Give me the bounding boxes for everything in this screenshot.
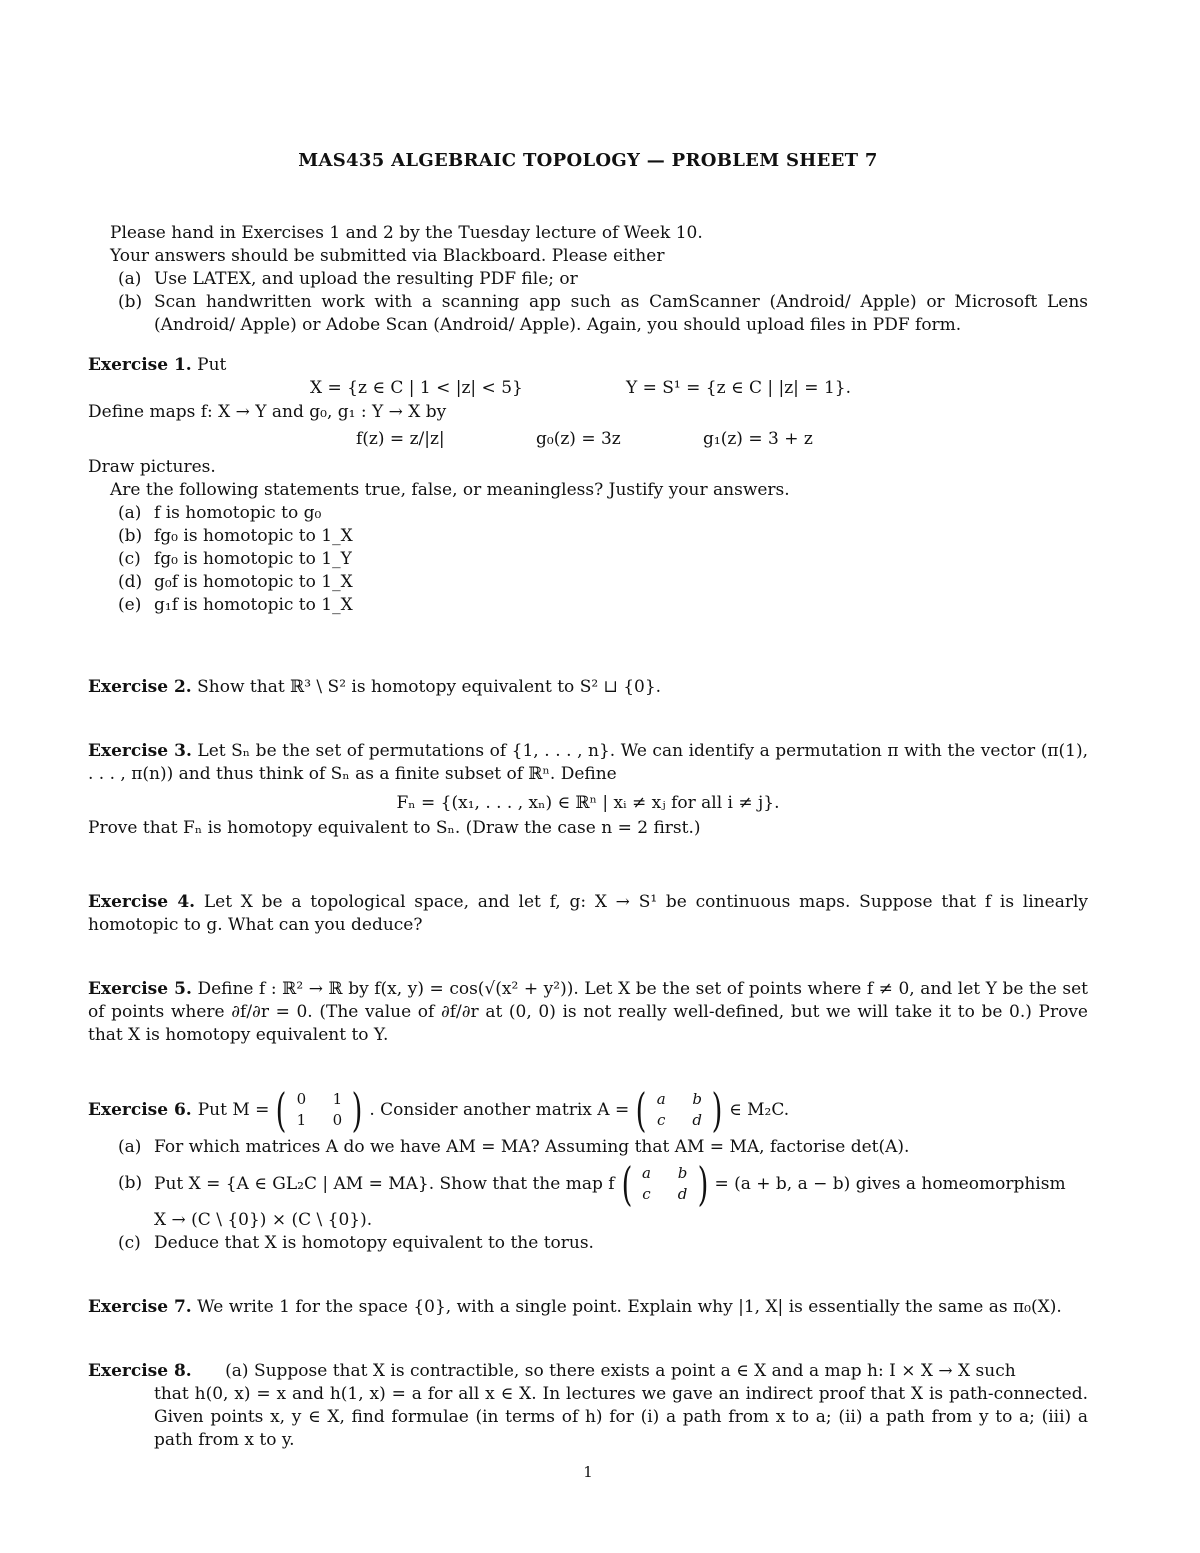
g0-definition: g₀(z) = 3z xyxy=(536,429,621,449)
option-label: (a) xyxy=(118,269,142,289)
matrix-entry: b xyxy=(677,1164,688,1182)
matrix-f-argument: ( a b c d ) xyxy=(621,1157,708,1211)
matrix-entry: 0 xyxy=(332,1111,343,1129)
part-text: For which matrices A do we have AM = MA? Assuming that AM = MA, factorise det(A). xyxy=(154,1137,910,1157)
statement-text: g₀f is homotopic to 1_X xyxy=(154,572,353,592)
matrix-entry: a xyxy=(642,1164,651,1182)
fn-definition: Fₙ = {(x₁, . . . , xₙ) ∈ ℝⁿ | xᵢ ≠ xⱼ for all i ≠ j}. xyxy=(396,793,780,813)
statement-c xyxy=(88,548,1088,571)
put-m: Put M = xyxy=(197,1099,270,1120)
exercise-text: Define f : ℝ² → ℝ by f(x, y) = cos(√(x² + y²)). Let X be the set of points where f ≠ 0, and let Y be the set of points where ∂f/∂r = 0. (The value of ∂f/∂r at (0, 0) is not really well-defined, but we will take it to be 0.) Prove that X is homotopy equivalent to Y. xyxy=(88,979,1088,1045)
matrix-entry: 1 xyxy=(332,1090,343,1108)
statement-label: (d) xyxy=(118,572,143,592)
exercise-part-a-cont: that h(0, x) = x and h(1, x) = a for all x ∈ X. In lectures we gave an indirect proof that X is path-connected. Given points x, y ∈ X, find formulae (in terms of h) for (i) a path from x to a; (ii) a path from y to a; (iii) a path from x to y. xyxy=(154,1384,1088,1450)
statement-b xyxy=(88,525,1088,548)
matrix-entry: c xyxy=(656,1111,666,1129)
matrix-line xyxy=(88,1084,1088,1136)
matrix-a: ( a b c d ) xyxy=(635,1083,723,1137)
intro-line-1: Please hand in Exercises 1 and 2 by the Tuesday lecture of Week 10. xyxy=(110,223,703,243)
intro-option-a xyxy=(88,268,1088,291)
g1-definition: g₁(z) = 3 + z xyxy=(703,429,813,449)
part-label: (c) xyxy=(118,1233,141,1253)
exercise-heading: Exercise 8. xyxy=(88,1361,192,1381)
part-b-line-2: X → (C \ {0}) × (C \ {0}). xyxy=(154,1210,373,1230)
part-b xyxy=(88,1159,1088,1209)
x-definition: X = {z ∈ C | 1 < |z| < 5} xyxy=(310,378,523,398)
exercise-text: Let X be a topological space, and let f, g: X → S¹ be continuous maps. Suppose that f is linearly homotopic to g. What can you deduce? xyxy=(88,892,1088,935)
exercise-8 xyxy=(88,1360,1088,1452)
exercise-1 xyxy=(88,354,1088,617)
statement-label: (e) xyxy=(118,595,142,615)
part-a xyxy=(88,1136,1088,1159)
maps-line: Define maps f: X → Y and g₀, g₁ : Y → X by xyxy=(88,402,447,422)
exercise-heading: Exercise 1. xyxy=(88,355,192,375)
matrix-space: ∈ M₂C. xyxy=(729,1099,790,1120)
exercise-7 xyxy=(88,1296,1088,1319)
consider-matrix: . Consider another matrix A = xyxy=(369,1099,630,1120)
page-title: MAS435 ALGEBRAIC TOPOLOGY — PROBLEM SHEET 7 xyxy=(298,150,878,171)
y-definition: Y = S¹ = {z ∈ C | |z| = 1}. xyxy=(626,378,851,398)
f-definition: f(z) = z/|z| xyxy=(356,429,445,449)
exercise-text: Let Sₙ be the set of permutations of {1, . . . , n}. We can identify a permutation π with the vector (π(1), . . . , π(n)) and thus think of Sₙ as a finite subset of ℝⁿ. Define xyxy=(88,741,1088,784)
exercise-3 xyxy=(88,740,1088,840)
question-line: Are the following statements true, false, or meaningless? Justify your answers. xyxy=(110,480,790,500)
exercise-4 xyxy=(88,891,1088,937)
exercise-text: Show that ℝ³ \ S² is homotopy equivalent to S² ⊔ {0}. xyxy=(197,677,662,697)
draw-pictures: Draw pictures. xyxy=(88,457,216,477)
part-text: Deduce that X is homotopy equivalent to the torus. xyxy=(154,1233,594,1253)
exercise-6 xyxy=(88,1084,1088,1255)
part-label: (a) xyxy=(118,1137,142,1157)
exercise-heading: Exercise 7. xyxy=(88,1297,192,1317)
prove-line: Prove that Fₙ is homotopy equivalent to Sₙ. (Draw the case n = 2 first.) xyxy=(88,818,701,838)
matrix-entry: d xyxy=(692,1111,702,1129)
statement-text: fg₀ is homotopic to 1_Y xyxy=(154,549,352,569)
exercise-heading: Exercise 6. xyxy=(88,1099,192,1120)
statement-label: (c) xyxy=(118,549,141,569)
option-label: (b) xyxy=(118,292,143,312)
exercise-heading: Exercise 2. xyxy=(88,677,192,697)
part-text: Put X = {A ∈ GL₂C | AM = MA}. Show that the map f xyxy=(154,1173,615,1194)
option-text: Use LATEX, and upload the resulting PDF file; or xyxy=(154,269,578,289)
part-label: (b) xyxy=(118,1173,143,1193)
matrix-entry: b xyxy=(692,1090,702,1108)
map-definitions xyxy=(88,428,1088,460)
statement-text: f is homotopic to g₀ xyxy=(154,503,322,523)
page-number: 1 xyxy=(583,1463,593,1481)
exercise-part-a: (a) Suppose that X is contractible, so there exists a point a ∈ X and a map h: I × X → X such xyxy=(225,1361,1016,1381)
matrix-entry: c xyxy=(642,1185,651,1203)
intro-option-b xyxy=(88,291,1088,337)
exercise-heading: Exercise 3. xyxy=(88,741,192,761)
matrix-entry: a xyxy=(656,1090,666,1108)
matrix-m: ( 0 1 1 0 ) xyxy=(276,1083,363,1137)
part-text-cont: = (a + b, a − b) gives a homeomorphism xyxy=(714,1173,1066,1194)
statement-e xyxy=(88,594,1088,617)
statement-d xyxy=(88,571,1088,594)
exercise-5 xyxy=(88,978,1088,1047)
matrix-entry: 0 xyxy=(296,1090,307,1108)
statement-a xyxy=(88,502,1088,525)
exercise-heading: Exercise 4. xyxy=(88,892,196,912)
space-definitions xyxy=(88,377,1088,401)
intro-block xyxy=(88,222,1088,337)
matrix-entry: 1 xyxy=(296,1111,307,1129)
option-text: Scan handwritten work with a scanning app such as CamScanner (Android/ Apple) or Microsoft Lens (Android/ Apple) or Adobe Scan (Android/ Apple). Again, you should upload files in PDF form. xyxy=(154,292,1088,335)
part-c xyxy=(88,1232,1088,1255)
statement-label: (a) xyxy=(118,503,142,523)
exercise-2 xyxy=(88,676,1088,699)
exercise-put: Put xyxy=(197,355,227,375)
exercise-text: We write 1 for the space {0}, with a single point. Explain why |1, X| is essentially the same as π₀(X). xyxy=(197,1297,1062,1317)
statement-text: fg₀ is homotopic to 1_X xyxy=(154,526,353,546)
matrix-entry: d xyxy=(677,1185,688,1203)
statement-label: (b) xyxy=(118,526,143,546)
intro-line-2: Your answers should be submitted via Blackboard. Please either xyxy=(110,246,665,266)
statement-text: g₁f is homotopic to 1_X xyxy=(154,595,353,615)
exercise-heading: Exercise 5. xyxy=(88,979,192,999)
